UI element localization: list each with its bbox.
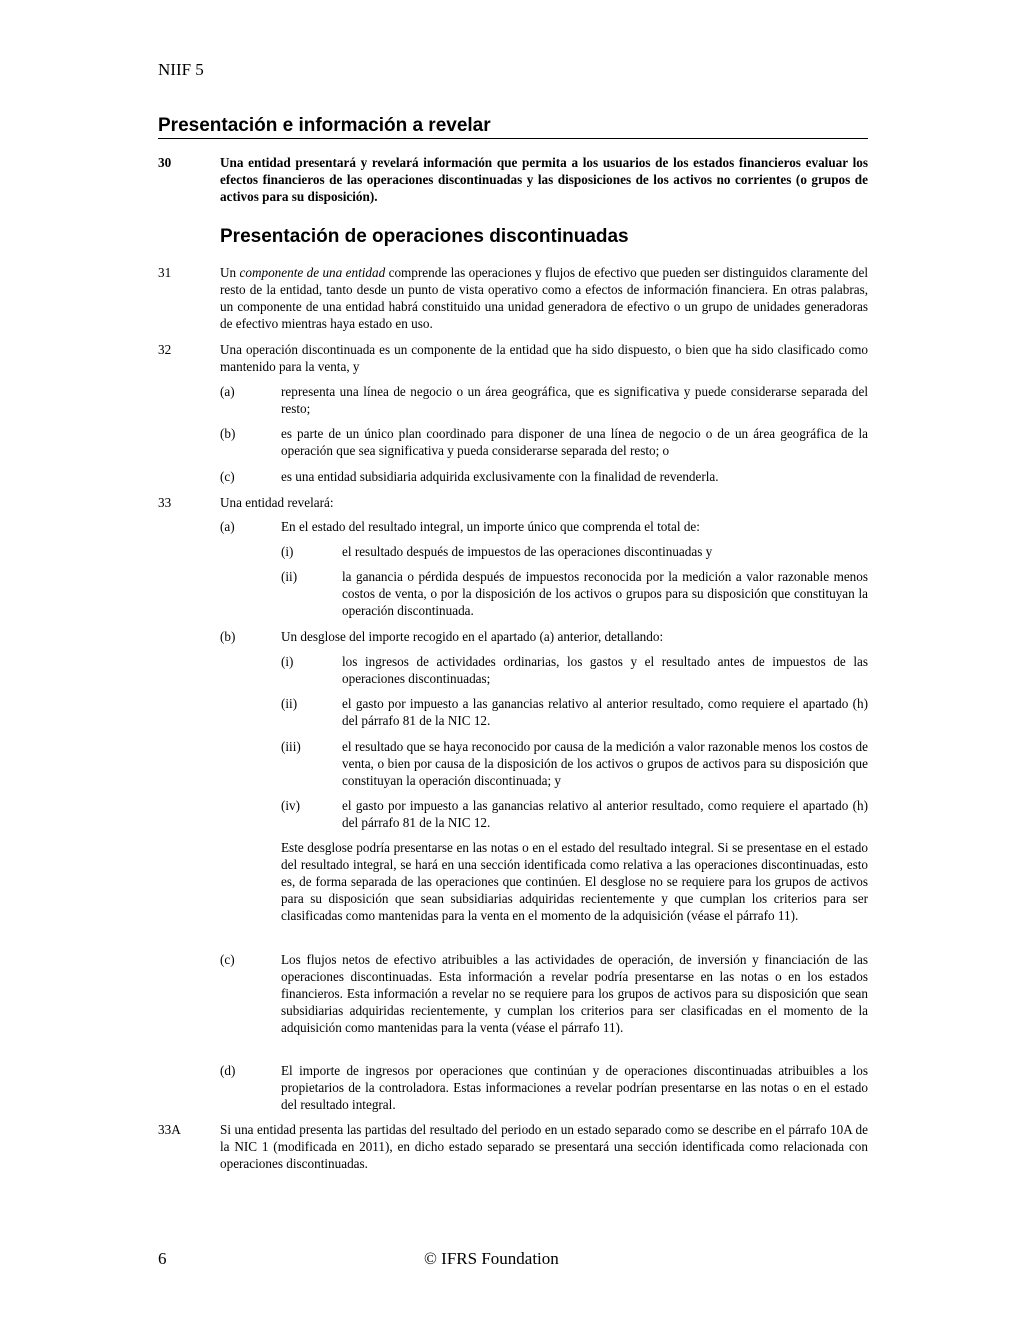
list-item [220,951,868,1036]
item-label: (i) [281,544,294,559]
paragraph-number: 33 [158,495,172,510]
item-label: (ii) [281,696,298,711]
section-heading: Presentación e información a revelar [158,115,868,139]
list-item [220,425,868,459]
sub-list-item [281,797,868,831]
item-text: En el estado del resultado integral, un importe único que comprenda el total de: [281,519,700,534]
item-label: (a) [220,384,235,399]
paragraph-text: Una entidad revelará: [220,495,334,510]
item-text: Un desglose del importe recogido en el apartado (a) anterior, detallando: [281,629,664,644]
paragraph-33 [158,494,868,511]
sub-list-item [281,568,868,619]
explanatory-note: Este desglose podría presentarse en las notas o en el estado del resultado integral. Si se presentase en el estado del resultado integral, se hará en una sección identificada como relativa a las operaciones discontinuadas, esto es, de forma separada de las operaciones que continúen. El desglose no se requiere para los grupos de activos para su disposición que sean subsidiarias adquiridas recientemente y que cumplan los criterios para ser clasificadas como mantenidas para la venta en el momento de la adquisición (véase el párrafo 11). [281,840,868,923]
item-label: (i) [281,654,294,669]
item-text: es una entidad subsidiaria adquirida exclusivamente con la finalidad de revenderla. [281,469,719,484]
paragraph-32 [158,341,868,375]
item-label: (ii) [281,569,298,584]
sub-list-item [281,543,868,560]
list-item [220,1062,868,1113]
page-number: 6 [158,1249,167,1268]
item-text: los ingresos de actividades ordinarias, los gastos y el resultado antes de impuestos de las operaciones discontinuadas; [342,654,868,686]
item-text: el gasto por impuesto a las ganancias relativo al anterior resultado, como requiere el apartado (h) del párrafo 81 de la NIC 12. [342,696,868,728]
paragraph-number: 32 [158,342,172,357]
list-item [220,518,868,535]
paragraph-text: Si una entidad presenta las partidas del resultado del periodo en un estado separado como se describe en el párrafo 10A de la NIC 1 (modificada en 2011), en dicho estado separado se presentará una sección identificada como relacionada con operaciones discontinuadas. [220,1122,868,1171]
paragraph-text: Una entidad presentará y revelará información que permita a los usuarios de los estados financieros evaluar los efectos financieros de las operaciones discontinuadas y las disposiciones de los activos no corrientes (o grupos de activos para su disposición). [220,155,868,204]
item-text: la ganancia o pérdida después de impuestos reconocida por la medición a valor razonable menos costos de venta, o por la disposición de los activos o grupos para su disposición que constituyan la operación discontinuada. [342,569,868,618]
paragraph-33a [158,1121,868,1172]
copyright-notice: © IFRS Foundation [424,1249,559,1268]
subsection-heading: Presentación de operaciones discontinuadas [220,226,629,247]
item-text: representa una línea de negocio o un área geográfica, que es significativa y puede considerarse separada del resto; [281,384,868,416]
paragraph-number: 33A [158,1122,181,1137]
item-text: el gasto por impuesto a las ganancias relativo al anterior resultado, como requiere el apartado (h) del párrafo 81 de la NIC 12. [342,798,868,830]
list-item [220,468,868,485]
item-text: el resultado después de impuestos de las operaciones discontinuadas y [342,544,713,559]
running-header: NIIF 5 [158,60,204,79]
paragraph-text [220,264,868,332]
item-text: es parte de un único plan coordinado para disponer de una línea de negocio o de un área geográfica de la operación que sea significativa y pueda considerarse separada del resto; o [281,426,868,458]
item-label: (iii) [281,739,301,754]
item-text: El importe de ingresos por operaciones que continúan y de operaciones discontinuadas atribuibles a los propietarios de la controladora. Estas informaciones a revelar podrían presentarse en las notas o en el estado del resultado integral. [281,1063,868,1112]
item-label: (b) [220,426,236,441]
text-run: Un [220,265,240,280]
paragraph-30 [158,154,868,205]
paragraph-text: Una operación discontinuada es un componente de la entidad que ha sido dispuesto, o bien que ha sido clasificado como mantenido para la venta, y [220,342,868,374]
sub-list-item [281,695,868,729]
item-text: Los flujos netos de efectivo atribuibles a las actividades de operación, de inversión y financiación de las operaciones discontinuadas. Esta información a revelar podría presentarse en las notas o en los estados financieros. Esta información a revelar no se requiere para los grupos de activos para su disposición que sean subsidiarias adquiridas recientemente, y cumplan los criterios para ser clasificadas en el momento de la adquisición como mantenidas para la venta (véase el párrafo 11). [281,952,868,1035]
sub-list-item [281,738,868,789]
list-item [220,628,868,645]
text-run: comprende las operaciones y flujos de efectivo que pueden ser distinguidos claramente del resto de la entidad, tanto desde un punto de vista operativo como a efectos de información financiera. En otras palabras, un componente de una entidad habrá constituido una unidad generadora de efectivo o un grupo de unidades generadoras de efectivo mientras haya estado en uso. [220,265,868,331]
item-label: (c) [220,469,235,484]
sub-list-item [281,653,868,687]
item-text: el resultado que se haya reconocido por causa de la medición a valor razonable menos los costos de venta, o bien por causa de la disposición de los activos o grupos de activos para su disposición que constituyan la operación discontinuada; y [342,739,868,788]
item-label: (iv) [281,798,301,813]
paragraph-number: 31 [158,265,172,280]
paragraph-number: 30 [158,155,172,170]
item-label: (c) [220,952,235,967]
paragraph-31 [158,264,868,332]
item-label: (b) [220,629,236,644]
list-item [220,383,868,417]
item-label: (a) [220,519,235,534]
defined-term: componente de una entidad [239,265,386,280]
item-label: (d) [220,1063,236,1078]
